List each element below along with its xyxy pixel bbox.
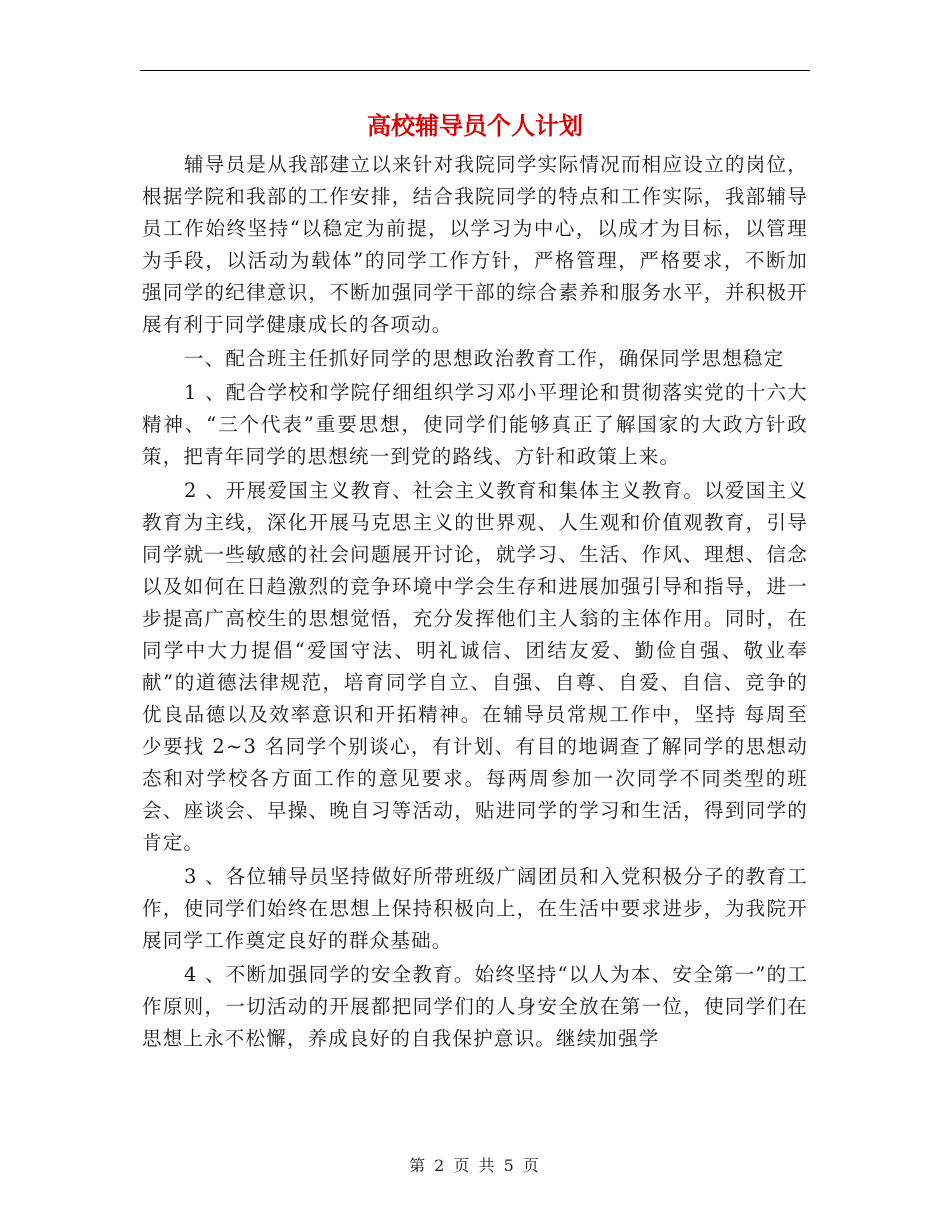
section-heading-1: 一、配合班主任抓好同学的思想政治教育工作，确保同学思想稳定 [184,347,785,370]
document-body [142,149,808,1057]
header-rule [140,70,810,71]
list-item-4: 4 、不断加强同学的安全教育。始终坚持“以人为本、安全第一”的工作原则，一切活动的开展都把同学们的人身安全放在第一位，使同学们在思想上永不松懈，养成良好的自我保护意识。继续加强学 [142,963,808,1050]
list-item-1: 1 、配合学校和学院仔细组织学习邓小平理论和贯彻落实党的十六大精神、“三个代表”重要思想，使同学们能够真正了解国家的大政方针政策，把青年同学的思想统一到党的路线、方针和政策上来。 [142,381,808,468]
page-number: 第 2 页 共 5 页 [409,1156,541,1175]
document-title: 高校辅导员个人计划 [367,111,583,140]
list-item-3: 3 、各位辅导员坚持做好所带班级广阔团员和入党积极分子的教育工作，使同学们始终在思想上保持积极向上，在生活中要求进步，为我院开展同学工作奠定良好的群众基础。 [142,865,808,952]
intro-paragraph: 辅导员是从我部建立以来针对我院同学实际情况而相应设立的岗位，根据学院和我部的工作安排，结合我院同学的特点和工作实际，我部辅导员工作始终坚持“以稳定为前提，以学习为中心，以成才为目标，以管理为手段，以活动为载体”的同学工作方针，严格管理，严格要求，不断加强同学的纪律意识，不断加强同学干部的综合素养和服务水平，并积极开展有利于同学健康成长的各项动。 [142,153,808,336]
list-item-2: 2 、开展爱国主义教育、社会主义教育和集体主义教育。以爱国主义教育为主线，深化开展马克思主义的世界观、人生观和价值观教育，引导同学就一些敏感的社会问题展开讨论，就学习、生活、作风、理想、信念以及如何在日趋激烈的竞争环境中学会生存和进展加强引导和指导，进一步提高广高校生的思想觉悟，充分发挥他们主人翁的主体作用。同时，在同学中大力提倡“爱国守法、明礼诚信、团结友爱、勤俭自强、敬业奉献”的道德法律规范，培育同学自立、自强、自尊、自爱、自信、竞争的优良品德以及效率意识和开拓精神。在辅导员常规工作中，坚持 每周至少要找 2~3 名同学个别谈心，有计划、有目的地调查了解同学的思想动态和对学校各方面工作的意见要求。每两周参加一次同学不同类型的班会、座谈会、早操、晚自习等活动，贴进同学的学习和生活，得到同学的肯定。 [142,479,808,854]
